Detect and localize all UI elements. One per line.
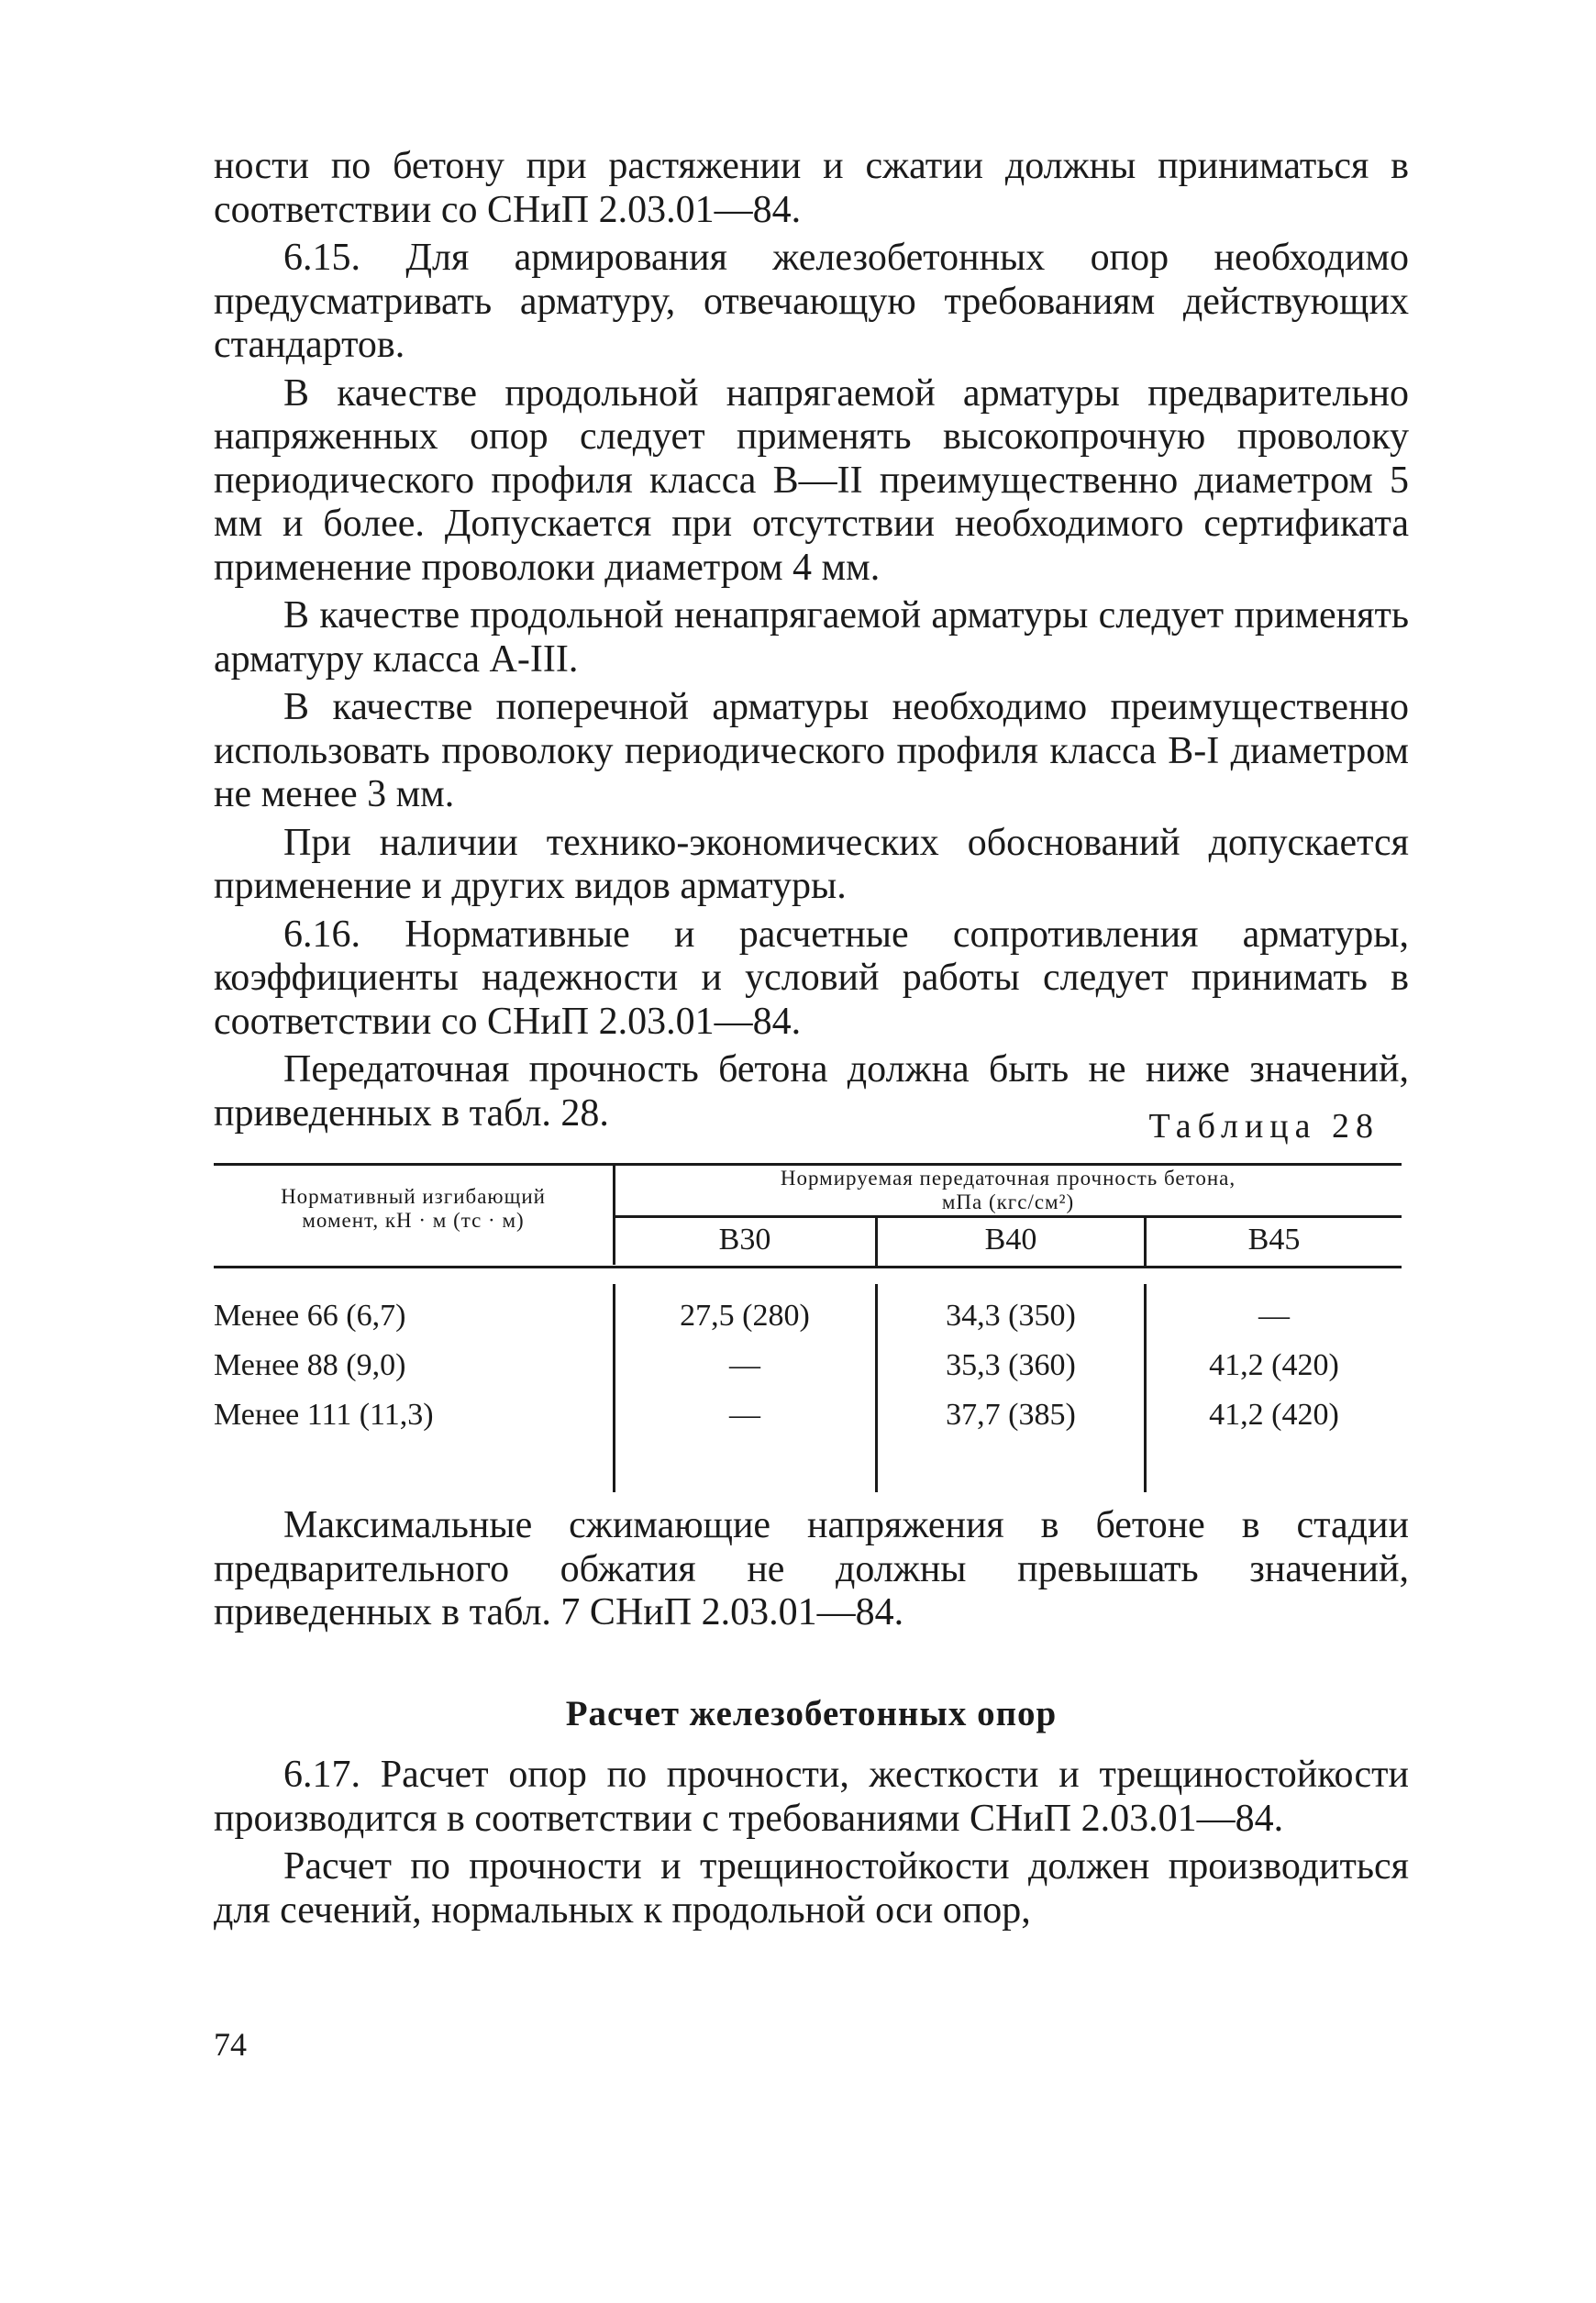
table-cell-row-label: Менее 66 (6,7) bbox=[214, 1299, 406, 1333]
paragraph: ности по бетону при растяжении и сжатии должны приниматься в соответствии со СНиП 2.03.01—84. bbox=[214, 145, 1409, 231]
table-cell-row-label: Менее 88 (9,0) bbox=[214, 1348, 406, 1382]
header-bottom-rule bbox=[214, 1266, 1402, 1268]
group-header: Нормируемая передаточная прочность бетона, мПа (кгс/см²) bbox=[780, 1167, 1236, 1213]
paragraph: Максимальные сжимающие напряжения в бетоне в стадии предварительного обжатия не должны превышать значений, приведенных в табл. 7 СНиП 2.03.01—84. bbox=[214, 1504, 1409, 1633]
page-number: 74 bbox=[214, 2026, 247, 2063]
paragraph: Расчет по прочности и трещиностойкости должен производиться для сечений, нормальных к продольной оси опор, bbox=[214, 1845, 1409, 1932]
table-cell: 34,3 (350) bbox=[946, 1299, 1076, 1333]
table-cell: 41,2 (420) bbox=[1209, 1348, 1339, 1382]
paragraph-6-15: 6.15. Для армирования железобетонных опор необходимо предусматривать арматуру, отвечающую требованиям действующих стандартов. bbox=[214, 237, 1409, 366]
table-cell: — bbox=[1258, 1299, 1290, 1333]
paragraph-6-16: 6.16. Нормативные и расчетные сопротивления арматуры, коэффициенты надежности и условий работы следует принимать в соответствии со СНиП 2.03.01—84. bbox=[214, 913, 1409, 1043]
table-cell: — bbox=[729, 1348, 760, 1382]
paragraph: Передаточная прочность бетона должна быть не ниже значений, приведенных в табл. 28. bbox=[214, 1048, 1409, 1135]
section-title: Расчет железобетонных опор bbox=[565, 1694, 1058, 1733]
table-cell: — bbox=[729, 1398, 760, 1432]
table-caption: Таблица 28 bbox=[1148, 1107, 1380, 1146]
table-cell-row-label: Менее 111 (11,3) bbox=[214, 1398, 434, 1432]
paragraph: В качестве поперечной арматуры необходимо преимущественно использовать проволоку периодического профиля класса В-I диаметром не менее 3 мм. bbox=[214, 686, 1409, 815]
column-header-b45: В45 bbox=[1247, 1223, 1301, 1257]
table-cell: 41,2 (420) bbox=[1209, 1398, 1339, 1432]
table-28 bbox=[214, 1163, 1402, 1493]
table-cell: 37,7 (385) bbox=[946, 1398, 1076, 1432]
paragraph: При наличии технико-экономических обоснований допускается применение и других видов арматуры. bbox=[214, 821, 1409, 907]
header-group-rule bbox=[615, 1215, 1402, 1218]
paragraph: В качестве продольной напрягаемой арматуры предварительно напряженных опор следует применять высокопрочную проволоку периодического профиля класса В—II преимущественно диаметром 5 мм и более. Допускается при отсутствии необходимого сертификата применение проволоки диаметром 4 мм. bbox=[214, 371, 1409, 589]
table-cell: 27,5 (280) bbox=[680, 1299, 810, 1333]
paragraph-6-17: 6.17. Расчет опор по прочности, жесткости и трещиностойкости производится в соответствии с требованиями СНиП 2.03.01—84. bbox=[214, 1754, 1409, 1840]
row-header: Нормативный изгибающий момент, кН · м (тс · м) bbox=[281, 1185, 546, 1232]
paragraph: В качестве продольной ненапрягаемой арматуры следует применять арматуру класса А-III. bbox=[214, 594, 1409, 681]
column-header-b40: В40 bbox=[984, 1223, 1037, 1257]
text-block-after-table bbox=[214, 1504, 1409, 1635]
table-cell: 35,3 (360) bbox=[946, 1348, 1076, 1382]
column-header-b30: В30 bbox=[718, 1223, 771, 1257]
table-top-rule bbox=[214, 1163, 1402, 1166]
text-block-top bbox=[214, 145, 1409, 1135]
text-block-bottom bbox=[214, 1754, 1409, 1932]
